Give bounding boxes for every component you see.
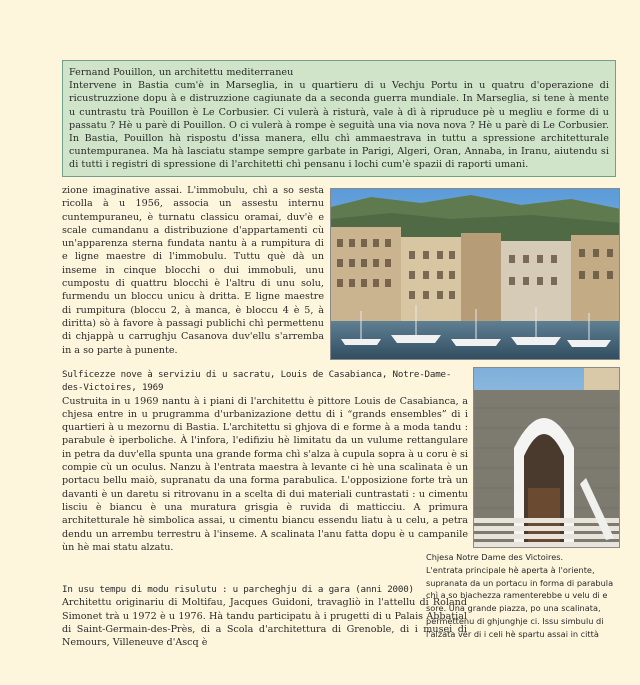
section1-text: zione imaginative assai. L'immobulu, chì a so sesta ricolla à u 1956, associa un assestu internu cuntempuraneu, è turnatu classicu oramai, duv'è e scale cumandanu a distribuzione d'appartamenti cù un'apparenza sterna fundata nantu à a rumpitura di e ligne maestre di l'immobulu. Tuttu què dà un inseme in cinque blocchi o dui immobuli, unu cumpostu di quattru blocchi è l'altru di unu solu, furmendu un bloccu unicu à dritta. E ligne maestre di rumpitura (bloccu 2, à manca, è bloccu 4 è 5, à diritta) sò à favore à passagi publichi chì permettenu di chjappà u carrughju Casanova duv'ellu s'arremba in a so parte à punente. (62, 185, 324, 356)
bastia-harbor-photo (330, 188, 620, 360)
section2-title: Sulficezze nove à serviziu di u sacratu, Louis de Casabianca, Notre-Dame-des-Victoires, 1969 (62, 369, 452, 394)
intro-title: Fernand Pouillon, un architettu mediterraneu (69, 67, 294, 78)
intro-text: Intervene in Bastia cum'è in Marseglia, in u quartieru di u Vechju Portu in u quatru d'operazione di ricustruzzione dopu à e distruzzione cagiunate da a seconda guerra mundiale. In Marseglia, si tene à mente u cuntrastu trà Pouillon è Le Corbusier. Ci vulerà à risturà, vale à dì à ripruduce pè u megliu e forme di u passatu ? Hè u parè di Pouillon. O ci vulerà à rompe è seguità una via nova nova ? Hè u parè di Le Corbusier. In Bastia, Pouillon hà rispostu d'issa manera, ellu chì ammaestrava in tuttu a spressione architetturale cuntempuranea. Ma hà lasciatu stampe sempre garbate in Parigi, Algeri, Oran, Annaba, in Iranu, aiutendu si di tutti i registri di spressione di l'architetti chì pensanu i lochi cum'è spazii di raporti umani. (69, 80, 609, 171)
intro-box (62, 60, 616, 177)
section-notre-dame (62, 368, 468, 554)
church-photo (473, 367, 620, 548)
section3-title: In usu tempu di modu risulutu : u parcheghju di a gara (anni 2000) (62, 584, 414, 595)
section-paragraph-immobulu (62, 184, 324, 357)
caption-title: Chjesa Notre Dame des Victoires. (426, 552, 564, 562)
church-illustration (474, 368, 620, 548)
caption-text: L'entrata principale hè aperta à l'oriente, supranata da un portacu in forma di parabula chì a so biachezza ramenterebbe u velu di e sore. Una grande piazza, po una scalinata, permettenu di ghjunghje ci. Issu simbulu di l'alzata ver di i celi hè spartu assai in città (426, 564, 614, 639)
section2-text: Custruita in u 1969 nantu à i piani di l'architettu è pittore Louis de Casabianca, a chjesa entre in u prugramma d'urbanizazione dettu di i “grands ensembles” di i quartieri à u mezornu di Bastia. L'architettu si ghjova di e forme à a moda tandu : parabule è iperboliche. À l'infora, l'edifiziu hè limitatu da un vulume rettangulare in petra da duv'ella spunta una grande forma chì s'alza à cupula sopra à u coru è si compie cù un oculus. Nanzu à l'entrata maestra à levante ci hè una scalinata è un portacu bellu maiò, supranatu da una forma parabulica. L'opposizione forte trà un davanti è un daretu si ritrovanu in a scelta di dui materiali cuntrastati : u cimentu lisciu è biancu è una muratura grisgia è ruvida di matticciu. A primura architetturale hè simbolica assai, u cimentu biancu essendu liatu à u celu, a petra dendu un arrembu terrestru à l'inseme. A scalinata l'anu fatta dopu è u campanile ùn hè mai statu alzatu. (62, 395, 468, 553)
bastia-harbor-illustration (331, 189, 620, 360)
section-parcheghju (62, 583, 467, 649)
section3-text: Architettu originariu di Moltifau, Jacques Guidoni, travagliò in l'attellu di Roland Simonet trà u 1972 è u 1976. Hà tandu participatu à i prugetti di u Palais Abbatial di Saint-Germain-des-Près, di a Scola d'architettura di Grenoble, di i musei di Nemours, Villeneuve d'Ascq è (62, 597, 467, 649)
